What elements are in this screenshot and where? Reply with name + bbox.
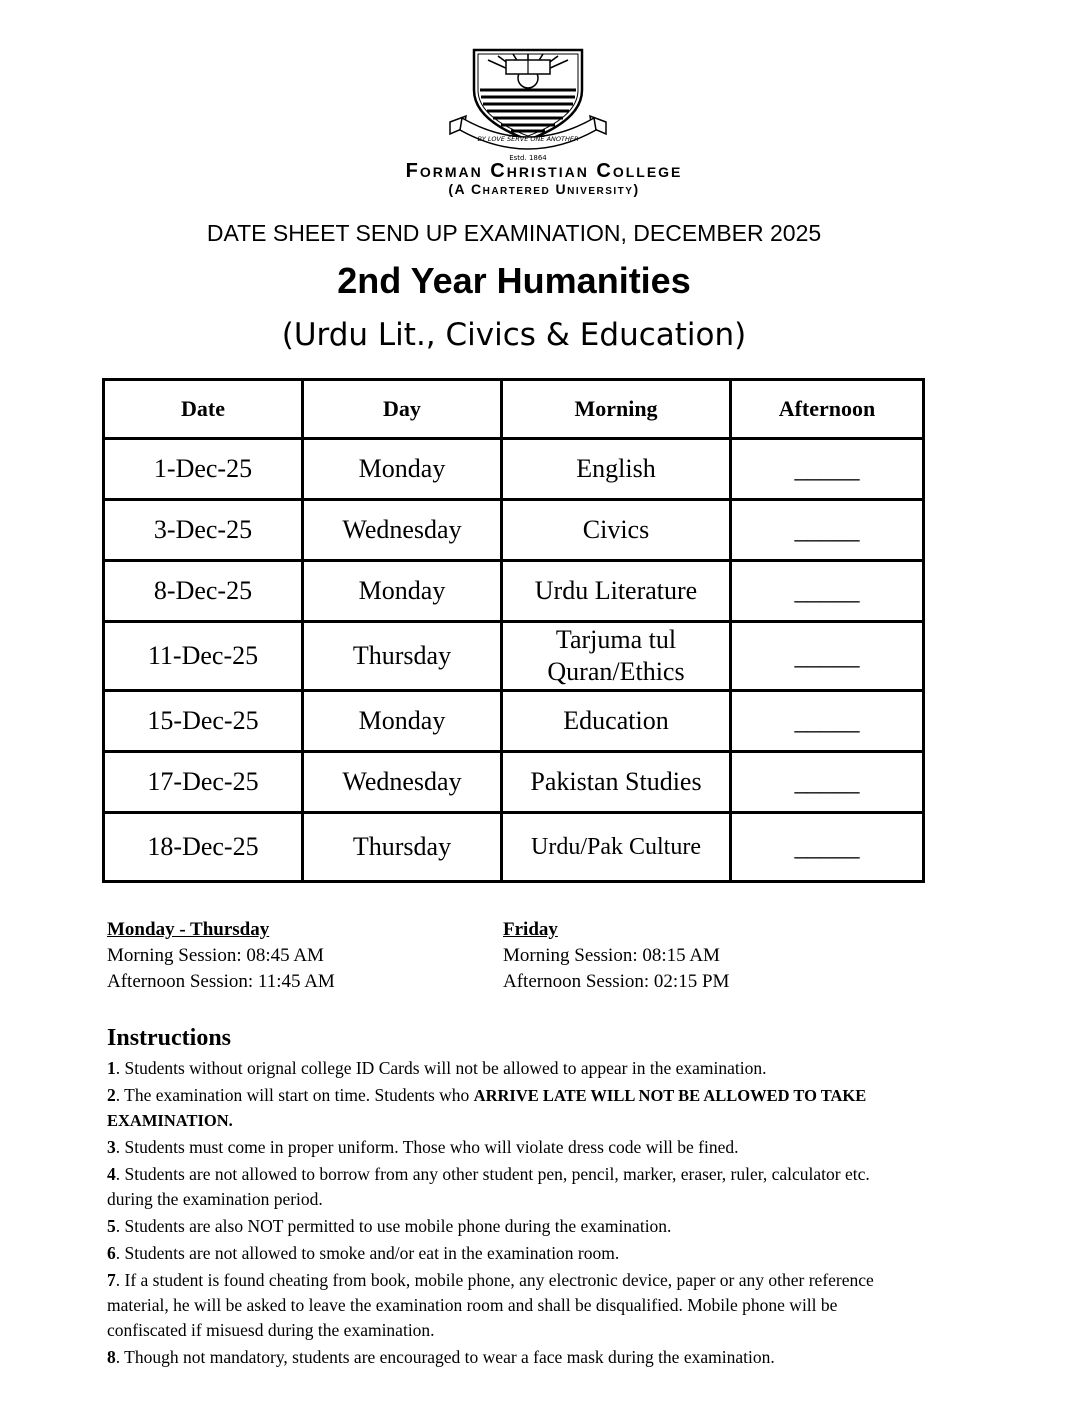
instruction-emphasis: ARRIVE LATE WILL NOT BE ALLOWED TO TAKE EXAMINATION. [107, 1086, 867, 1130]
cell-day: Thursday [303, 622, 502, 691]
cell-morning: Urdu Literature [502, 561, 731, 622]
instruction-item [107, 1268, 907, 1343]
cell-date: 11-Dec-25 [104, 622, 303, 691]
college-subtitle: (A Chartered University) [448, 181, 640, 197]
friday-morning-session: Morning Session: 08:15 AM [503, 945, 720, 966]
table-row [104, 500, 924, 561]
header-afternoon: Afternoon [731, 380, 924, 439]
table-row [104, 561, 924, 622]
cell-day: Wednesday [303, 752, 502, 813]
cell-morning: Civics [502, 500, 731, 561]
college-crest-logo [438, 38, 618, 166]
date-sheet-title: DATE SHEET SEND UP EXAMINATION, DECEMBER 2025 [206, 220, 822, 246]
cell-morning: Tarjuma tul Quran/Ethics [502, 622, 731, 691]
instruction-text: . Students without orignal college ID Cards will not be allowed to appear in the examination. [115, 1058, 767, 1078]
instruction-number: 1 [107, 1058, 116, 1078]
table-row [104, 752, 924, 813]
instruction-item [107, 1241, 907, 1266]
cell-afternoon: _____ [731, 813, 924, 882]
cell-morning: Education [502, 691, 731, 752]
instruction-text: . Students are not allowed to smoke and/or eat in the examination room. [115, 1243, 620, 1263]
cell-date: 18-Dec-25 [104, 813, 303, 882]
table-row [104, 439, 924, 500]
cell-day: Monday [303, 439, 502, 500]
program-title: 2nd Year Humanities [337, 260, 691, 301]
cell-afternoon: _____ [731, 622, 924, 691]
header-date: Date [104, 380, 303, 439]
cell-afternoon: _____ [731, 500, 924, 561]
college-name: Forman Christian College [405, 160, 683, 182]
weekday-sessions [107, 917, 335, 995]
instruction-text: . Though not mandatory, students are encouraged to wear a face mask during the examination. [115, 1347, 775, 1367]
cell-date: 15-Dec-25 [104, 691, 303, 752]
header-day: Day [303, 380, 502, 439]
instruction-number: 4 [107, 1164, 116, 1184]
cell-afternoon: _____ [731, 439, 924, 500]
cell-morning: Pakistan Studies [502, 752, 731, 813]
instruction-number: 3 [107, 1137, 116, 1157]
cell-day: Monday [303, 691, 502, 752]
instruction-item [107, 1056, 907, 1081]
table-row [104, 622, 924, 691]
cell-date: 1-Dec-25 [104, 439, 303, 500]
instruction-item [107, 1345, 907, 1370]
instruction-number: 6 [107, 1243, 116, 1263]
date-sheet-table [102, 378, 925, 883]
instruction-item [107, 1135, 907, 1160]
instruction-item [107, 1083, 907, 1133]
instruction-text: . Students are not allowed to borrow from any other student pen, pencil, marker, eraser, ruler, calculator etc. during the examination period. [107, 1164, 870, 1209]
cell-date: 17-Dec-25 [104, 752, 303, 813]
cell-day: Monday [303, 561, 502, 622]
cell-day: Thursday [303, 813, 502, 882]
instruction-number: 5 [107, 1216, 116, 1236]
crest-motto: BY LOVE SERVE ONE ANOTHER [477, 135, 579, 143]
cell-afternoon: _____ [731, 561, 924, 622]
cell-afternoon: _____ [731, 691, 924, 752]
table-row [104, 813, 924, 882]
program-subjects: (Urdu Lit., Civics & Education) [281, 317, 747, 353]
instructions-heading: Instructions [107, 1025, 232, 1051]
friday-sessions [503, 917, 729, 995]
weekday-afternoon-session: Afternoon Session: 11:45 AM [107, 971, 335, 992]
instruction-item [107, 1162, 907, 1212]
cell-date: 3-Dec-25 [104, 500, 303, 561]
weekday-heading: Monday - Thursday [107, 919, 270, 940]
header-morning: Morning [502, 380, 731, 439]
instructions-list [107, 1056, 907, 1372]
instruction-item [107, 1214, 907, 1239]
instruction-number: 8 [107, 1347, 116, 1367]
cell-date: 8-Dec-25 [104, 561, 303, 622]
instruction-number: 2 [107, 1085, 116, 1105]
instruction-text: . If a student is found cheating from book, mobile phone, any electronic device, paper or any other reference material, he will be asked to leave the examination room and shall be disqualified. Mobile phone will be confiscated if misuesd during the examination. [107, 1270, 874, 1340]
friday-heading: Friday [503, 919, 558, 940]
cell-afternoon: _____ [731, 752, 924, 813]
cell-day: Wednesday [303, 500, 502, 561]
table-row [104, 691, 924, 752]
instruction-text: . The examination will start on time. Students who [115, 1085, 474, 1105]
instruction-number: 7 [107, 1270, 116, 1290]
friday-afternoon-session: Afternoon Session: 02:15 PM [503, 971, 730, 992]
crest-established: Estd. 1864 [509, 154, 547, 162]
table-header-row [104, 380, 924, 439]
cell-morning: English [502, 439, 731, 500]
instruction-text: . Students must come in proper uniform. Those who will violate dress code will be fined. [115, 1137, 739, 1157]
weekday-morning-session: Morning Session: 08:45 AM [107, 945, 324, 966]
cell-morning: Urdu/Pak Culture [502, 813, 731, 882]
instruction-text: . Students are also NOT permitted to use mobile phone during the examination. [115, 1216, 672, 1236]
